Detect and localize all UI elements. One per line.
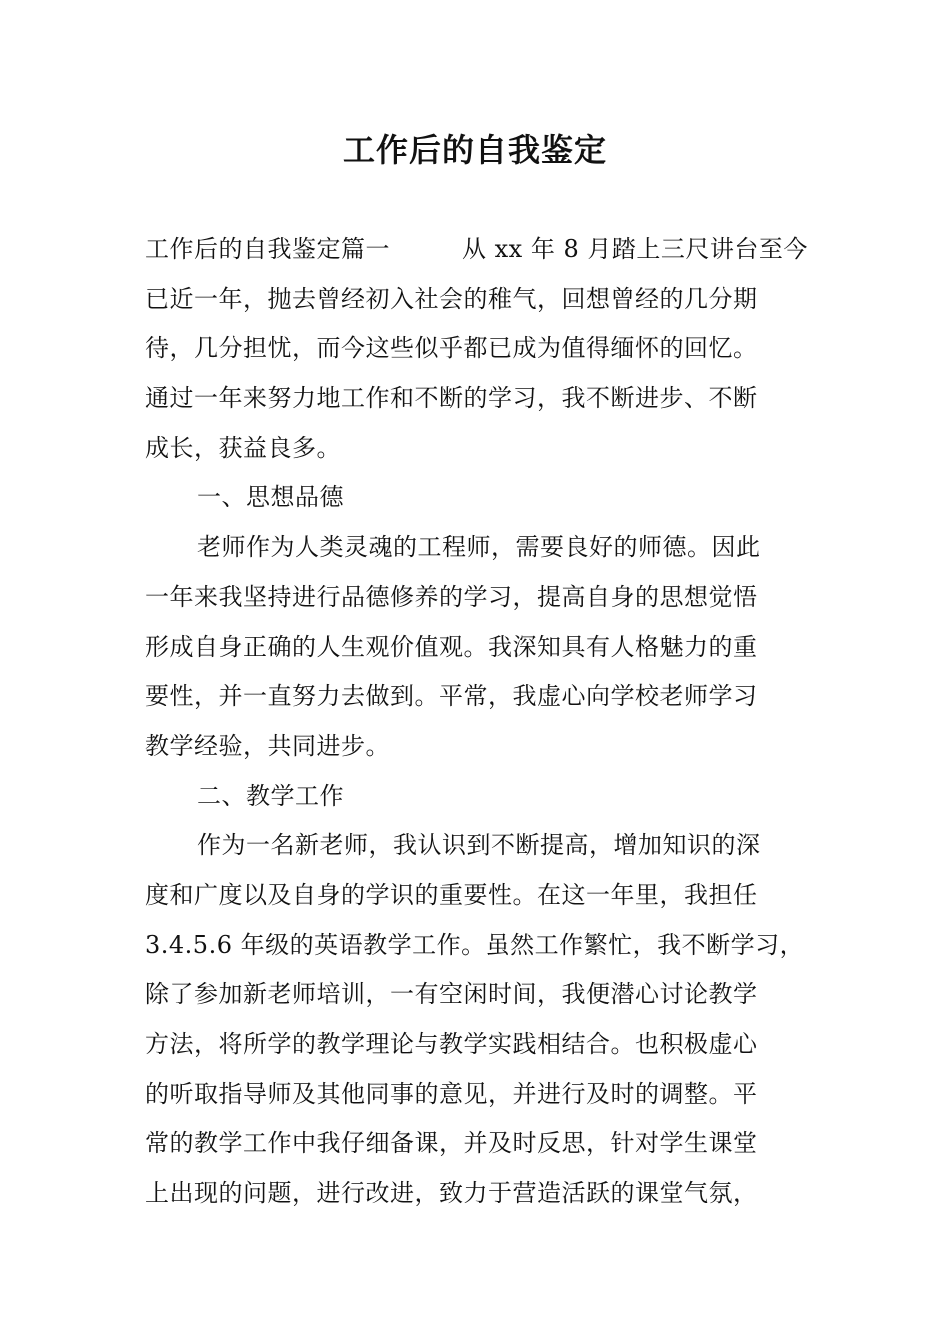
text-line: 一年来我坚持进行品德修养的学习，提高自身的思想觉悟 (145, 582, 758, 611)
text-line: 形成自身正确的人生观价值观。我深知具有人格魅力的重 (145, 632, 758, 661)
section-heading-morality: 一、思想品德 (197, 483, 344, 512)
text-line: 待，几分担忧，而今这些似乎都已成为值得缅怀的回忆。 (145, 334, 758, 363)
document-body (145, 225, 810, 1219)
document-title: 工作后的自我鉴定 (342, 131, 607, 169)
text-line: 常的教学工作中我仔细备课，并及时反思，针对学生课堂 (145, 1129, 758, 1158)
text-line: 通过一年来努力地工作和不断的学习，我不断进步、不断 (145, 384, 758, 413)
intro-label: 工作后的自我鉴定篇一 (145, 235, 390, 263)
text-line: 方法，将所学的教学理论与教学实践相结合。也积极虚心 (145, 1030, 758, 1058)
text-line: 的听取指导师及其他同事的意见，并进行及时的调整。平 (145, 1079, 758, 1108)
text-line: 老师作为人类灵魂的工程师，需要良好的师德。因此 (197, 533, 761, 562)
intro-line (145, 225, 810, 275)
text-line: 上出现的问题，进行改进，致力于营造活跃的课堂气氛， (145, 1179, 758, 1208)
text-line: 除了参加新老师培训，一有空闲时间，我便潜心讨论教学 (145, 980, 758, 1009)
text-line: 要性，并一直努力去做到。平常，我虚心向学校老师学习 (145, 682, 758, 711)
section-heading-teaching: 二、教学工作 (197, 781, 344, 810)
intro-text: 从 xx 年 8 月踏上三尺讲台至今 (462, 235, 808, 263)
text-line: 作为一名新老师，我认识到不断提高，增加知识的深 (197, 831, 761, 860)
text-line: 度和广度以及自身的学识的重要性。在这一年里，我担任 (145, 880, 758, 909)
text-line: 已近一年，抛去曾经初入社会的稚气，回想曾经的几分期 (145, 284, 758, 313)
text-line: 成长，获益良多。 (145, 433, 341, 462)
text-line: 教学经验，共同进步。 (145, 731, 390, 760)
text-line: 3.4.5.6 年级的英语教学工作。虽然工作繁忙，我不断学习， (145, 930, 805, 959)
